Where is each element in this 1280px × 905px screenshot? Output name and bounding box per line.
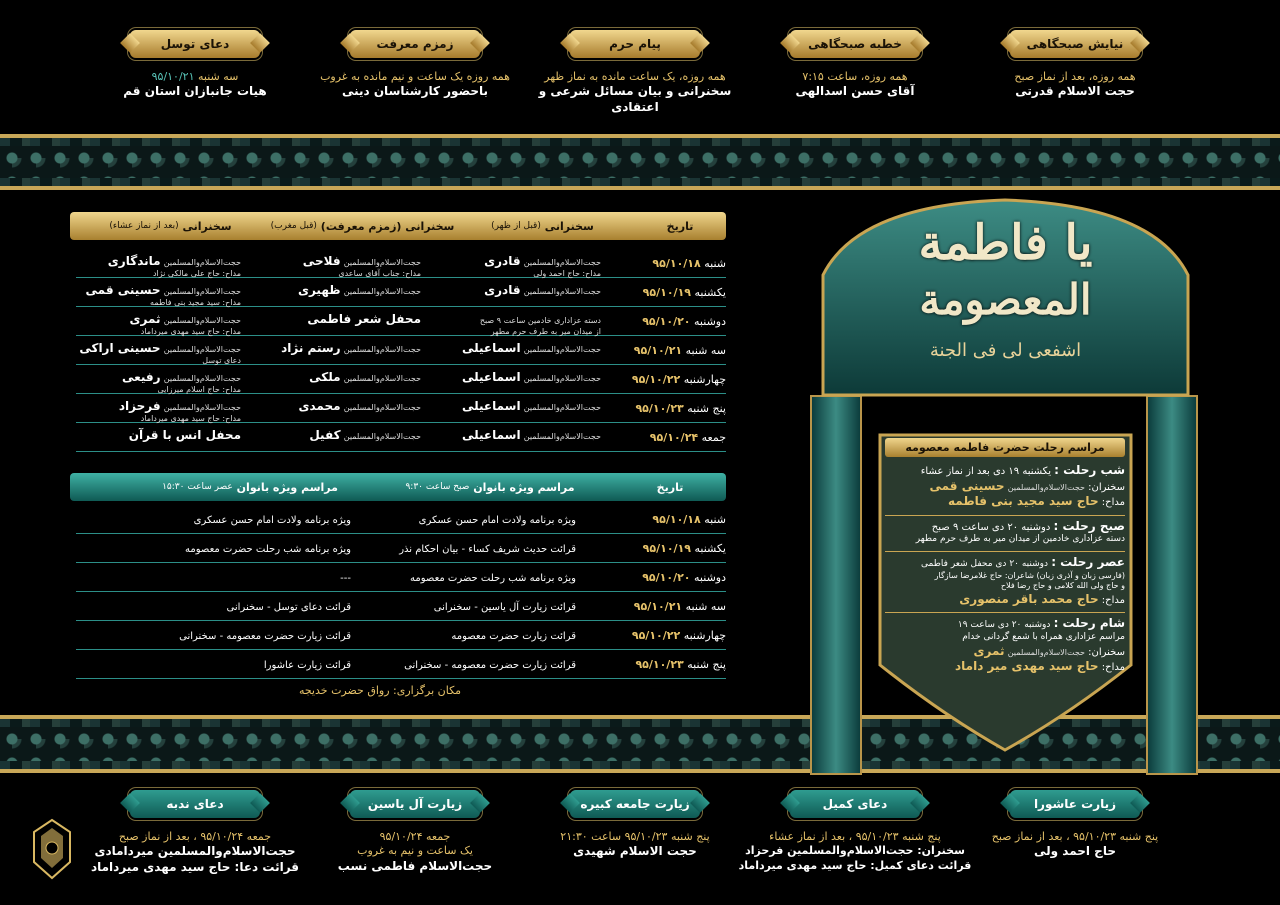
cell-text: رستم نژاد xyxy=(281,341,341,355)
s3-title: عصر رحلت : xyxy=(1051,555,1125,570)
bottom-info-3-line2: حجت الاسلام شهیدی xyxy=(573,844,697,859)
table1-row xyxy=(76,339,726,365)
table2-row xyxy=(76,624,726,650)
cell-text: کفیل xyxy=(309,428,341,442)
s4-title: شام رحلت : xyxy=(1053,616,1125,631)
bottom-tag-2: دعای کمیل xyxy=(790,790,920,818)
row-date xyxy=(606,374,726,387)
bottom-info-4 xyxy=(320,830,510,874)
cell-text: شنبه xyxy=(704,257,726,270)
top-info-2-line2: آقای حسن اسدالهی xyxy=(795,84,915,99)
top-tag-2: خطبه صبحگاهی xyxy=(790,30,920,58)
bottom-info-3 xyxy=(520,830,750,860)
row-date xyxy=(606,601,726,614)
top-info-2-line1: همه روزه، ساعت ۷:۱۵ xyxy=(802,70,908,83)
bottom-info-2-line3: قرائت دعای کمیل: حاج سید مهدی میرداماد xyxy=(738,858,972,872)
cell-text: حجت‌الاسلام‌والمسلمین xyxy=(163,258,241,267)
s1-madah-label: مداح: xyxy=(1101,497,1125,509)
s4-speaker: ثمری xyxy=(973,643,1005,658)
cell-text: اسماعیلی xyxy=(461,370,521,384)
cell-text: ثمری xyxy=(129,312,161,326)
table1-row xyxy=(76,397,726,423)
row-date xyxy=(606,403,726,416)
cell-text: ۹۵/۱۰/۱۸ xyxy=(652,257,701,270)
cell-text: پنج شنبه xyxy=(687,658,726,671)
row-col1 xyxy=(431,284,601,298)
cell-text: حجت‌الاسلام‌والمسلمین xyxy=(343,432,421,441)
cell-text: ۹۵/۱۰/۲۲ xyxy=(631,373,681,386)
s3-note2: و حاج ولی الله کلامی و حاج رضا فلاح xyxy=(1000,581,1125,591)
row-col2 xyxy=(246,429,421,443)
s4-speaker-pre: حجت‌الاسلام‌والمسلمین xyxy=(1007,647,1085,657)
table1-col1-note: (قبل از ظهر) xyxy=(491,221,541,231)
panel-section-4 xyxy=(885,612,1125,675)
table2-row xyxy=(76,508,726,534)
cell-text: حسینی قمی xyxy=(85,283,161,297)
table2-col2-time: عصر ساعت ۱۵:۳۰ xyxy=(162,482,233,492)
bottom-info-2-line1: پنج شنبه ۹۵/۱۰/۲۳ ، بعد از نماز عشاء xyxy=(769,830,941,843)
top-info-4-line1: همه روزه یک ساعت و نیم مانده به غروب xyxy=(320,70,510,83)
cell-text: حجت‌الاسلام‌والمسلمین xyxy=(343,258,421,267)
row-col1 xyxy=(431,255,601,278)
row-col3 xyxy=(76,313,241,336)
row-col2: ویژه برنامه شب رحلت حضرت معصومه xyxy=(185,544,351,555)
s3-madah-label: مداح: xyxy=(1101,594,1125,606)
cell-text: اسماعیلی xyxy=(461,428,521,442)
title-line3: اشفعی لی فی الجنة xyxy=(929,340,1082,361)
cell-text: ۹۵/۱۰/۲۰ xyxy=(642,571,691,584)
row-col1: قرائت حدیث شریف کساء - بیان احکام نذر xyxy=(399,544,576,555)
rehlat-panel xyxy=(885,438,1125,675)
cell-text: پنج شنبه xyxy=(687,402,726,415)
table1-col3-note: (بعد از نماز عشاء) xyxy=(109,221,179,231)
row-col1 xyxy=(431,400,601,414)
cell-text: ۹۵/۱۰/۲۴ xyxy=(649,431,699,444)
table2-col2-title: مراسم ویژه بانوان xyxy=(236,480,338,494)
panel-header: مراسم رحلت حضرت فاطمه معصومه xyxy=(885,438,1125,457)
row-col1 xyxy=(431,313,601,336)
row-col1: ویژه برنامه ولادت امام حسن عسکری xyxy=(418,515,576,526)
top-info-1 xyxy=(985,70,1165,100)
top-tag-4: زمزم معرفت xyxy=(350,30,480,58)
cell-text: ۹۵/۱۰/۱۹ xyxy=(642,286,691,299)
emblem-icon xyxy=(30,818,74,880)
s2-note: دسته عزاداری خادمین از میدان میر به طرف حرم مطهر xyxy=(915,534,1125,545)
table1-row xyxy=(76,368,726,394)
cell-text: ۹۵/۱۰/۱۸ xyxy=(652,513,701,526)
row-col1: ویژه برنامه شب رحلت حضرت معصومه xyxy=(410,573,576,584)
table2-header-date: تاریخ xyxy=(656,480,684,494)
row-date xyxy=(606,316,726,329)
bottom-tag-1: زیارت عاشورا xyxy=(1010,790,1140,818)
row-date xyxy=(606,258,726,271)
top-info-2 xyxy=(765,70,945,100)
cell-text: قادری xyxy=(484,254,521,268)
s1-speaker-label: سخنران: xyxy=(1088,481,1125,493)
bottom-info-2-line2: سخنران: حجت‌الاسلام‌والمسلمین فرحزاد xyxy=(745,844,965,858)
s4-time: دوشنبه ۲۰ دی ساعت ۱۹ xyxy=(957,620,1051,631)
top-info-5 xyxy=(105,70,285,100)
cell-text: دعای توسل xyxy=(202,355,241,365)
cell-text: حجت‌الاسلام‌والمسلمین xyxy=(163,374,241,383)
cell-text: سه شنبه xyxy=(685,600,726,613)
row-col2: --- xyxy=(340,573,351,584)
cell-text: محمدی xyxy=(298,399,341,413)
cell-text: یکشنبه xyxy=(694,286,726,299)
row-col2 xyxy=(246,255,421,278)
top-tag-3: پیام حرم xyxy=(570,30,700,58)
top-info-5-date: ۹۵/۱۰/۲۱ xyxy=(151,70,195,83)
bottom-info-4-line3: حجت‌الاسلام فاطمی نسب xyxy=(337,858,493,873)
table1-col2-title: سخنرانی (زمزم معرفت) xyxy=(320,219,455,233)
title-line1: یا فاطمة xyxy=(918,215,1093,271)
cell-text: ۹۵/۱۰/۲۱ xyxy=(633,344,683,357)
top-info-5-line2: هیات جانبازان استان قم xyxy=(123,84,267,99)
cell-text: جمعه xyxy=(701,431,726,444)
cell-text: حجت‌الاسلام‌والمسلمین xyxy=(343,287,421,296)
s4-note: مراسم عزاداری همراه با شمع گردانی خدام xyxy=(962,631,1125,642)
top-info-5-line1 xyxy=(105,70,285,84)
cell-text: از میدان میر به طرف حرم مطهر xyxy=(490,326,601,336)
row-col2 xyxy=(246,400,421,414)
s3-time: دوشنبه ۲۰ دی محفل شعر فاطمی xyxy=(921,559,1048,570)
table1-header-col3 xyxy=(78,214,263,238)
table1-row xyxy=(76,426,726,452)
row-col1: قرائت زیارت حضرت معصومه - سخنرانی xyxy=(404,660,576,671)
cell-text: چهارشنبه xyxy=(683,373,726,386)
row-col1 xyxy=(431,371,601,385)
table1-row xyxy=(76,310,726,336)
cell-text: مداح: حاج احمد ولی xyxy=(533,268,601,278)
cell-text: حجت‌الاسلام‌والمسلمین xyxy=(343,374,421,383)
top-info-3-line1: همه روزه، یک ساعت مانده به نماز ظهر xyxy=(544,70,726,83)
top-info-1-line1: همه روزه، بعد از نماز صبح xyxy=(1014,70,1136,83)
row-col3 xyxy=(76,400,241,423)
top-info-4-line2: باحضور کارشناسان دینی xyxy=(341,84,489,99)
bottom-info-5 xyxy=(90,830,300,875)
table2-row xyxy=(76,653,726,679)
table2-row xyxy=(76,595,726,621)
bottom-tag-3: زیارت جامعه کبیره xyxy=(570,790,700,818)
table1-header-date: تاریخ xyxy=(666,219,694,233)
cell-text: رفیعی xyxy=(121,370,161,384)
bottom-info-3-line1: پنج شنبه ۹۵/۱۰/۲۳ ساعت ۲۱:۳۰ xyxy=(560,830,710,843)
cell-text: ماندگاری xyxy=(107,254,161,268)
row-date xyxy=(606,345,726,358)
cell-text: حجت‌الاسلام‌والمسلمین xyxy=(343,345,421,354)
ornament-band-top xyxy=(0,134,1280,190)
table1-col2-note: (قبل مغرب) xyxy=(270,221,317,231)
cell-text: فلاحی xyxy=(302,254,341,268)
cell-text: ۹۵/۱۰/۲۳ xyxy=(635,402,684,415)
cell-text: حسینی اراکی xyxy=(79,341,161,355)
panel-section-1 xyxy=(885,463,1125,510)
s2-title: صبح رحلت : xyxy=(1053,518,1125,533)
bottom-info-1-line1: پنج شنبه ۹۵/۱۰/۲۳ ، بعد از نماز صبح xyxy=(991,830,1159,843)
panel-section-2 xyxy=(885,515,1125,546)
cell-text: محفل انس با قرآن xyxy=(128,428,241,442)
bottom-info-5-line3: قرائت دعا: حاج سید مهدی میرداماد xyxy=(90,859,300,874)
table1-row xyxy=(76,252,726,278)
table1-header-col1 xyxy=(455,214,630,238)
cell-text: سه شنبه xyxy=(685,344,726,357)
row-col1: قرائت زیارت آل یاسین - سخنرانی xyxy=(433,602,576,613)
cell-text: ملکی xyxy=(309,370,341,384)
row-col3 xyxy=(76,429,241,443)
bottom-info-1-line2: حاج احمد ولی xyxy=(1033,844,1116,859)
row-col1: قرائت زیارت حضرت معصومه xyxy=(451,631,576,642)
row-col3 xyxy=(76,255,241,278)
table2-col1-time: صبح ساعت ۹:۳۰ xyxy=(405,482,470,492)
row-date xyxy=(606,514,726,527)
s2-time: دوشنبه ۲۰ دی ساعت ۹ صبح xyxy=(931,521,1051,533)
row-col2 xyxy=(246,284,421,298)
top-info-3-line2: سخنرانی و بیان مسائل شرعی و اعتقادی xyxy=(538,84,732,114)
s4-speaker-label: سخنران: xyxy=(1088,646,1125,658)
cell-text: یکشنبه xyxy=(694,542,726,555)
title-line2: المعصومة xyxy=(919,275,1092,324)
cell-text: ۹۵/۱۰/۲۱ xyxy=(633,600,683,613)
venue-note: مکان برگزاری: رواق حضرت خدیجه xyxy=(298,684,462,697)
row-date xyxy=(606,659,726,672)
bottom-info-1 xyxy=(960,830,1190,860)
cell-text: مداح: حاج اسلام میرزایی xyxy=(157,384,241,394)
table1-col1-title: سخنرانی xyxy=(544,219,594,233)
row-date xyxy=(606,572,726,585)
cell-text: دوشنبه xyxy=(694,571,726,584)
cell-text: حجت‌الاسلام‌والمسلمین xyxy=(523,345,601,354)
bottom-info-5-line1: جمعه ۹۵/۱۰/۲۴ ، بعد از نماز صبح xyxy=(118,830,272,843)
cell-text: ۹۵/۱۰/۲۲ xyxy=(631,629,681,642)
cell-text: ۹۵/۱۰/۱۹ xyxy=(642,542,691,555)
row-date xyxy=(606,287,726,300)
cell-text: حجت‌الاسلام‌والمسلمین xyxy=(343,403,421,412)
s1-time: یکشنبه ۱۹ دی بعد از نماز عشاء xyxy=(920,466,1051,477)
table1-col3-title: سخنرانی xyxy=(182,219,232,233)
bottom-info-5-line2: حجت‌الاسلام‌والمسلمین میر‌دامادی xyxy=(94,844,296,859)
s1-madah: حاج سید مجید بنی فاطمه xyxy=(948,494,1099,509)
top-info-3 xyxy=(520,70,750,115)
cell-text: ۹۵/۱۰/۲۳ xyxy=(635,658,684,671)
cell-text: حجت‌الاسلام‌والمسلمین xyxy=(523,403,601,412)
cell-text: مداح: حاج علی مالکی نژاد xyxy=(152,268,241,278)
cell-text: اسماعیلی xyxy=(461,399,521,413)
row-col1 xyxy=(431,342,601,356)
row-col2: قرائت زیارت عاشورا xyxy=(263,660,351,671)
table2-header-col2 xyxy=(130,475,370,499)
table2-row xyxy=(76,537,726,563)
top-tag-1: نیایش صبحگاهی xyxy=(1010,30,1140,58)
cell-text: حجت‌الاسلام‌والمسلمین xyxy=(523,258,601,267)
table1-row xyxy=(76,281,726,307)
row-col3 xyxy=(76,342,241,365)
cell-text: حجت‌الاسلام‌والمسلمین xyxy=(163,403,241,412)
row-col3 xyxy=(76,371,241,394)
s4-madah-label: مداح: xyxy=(1101,662,1125,674)
cell-text: دسته عزاداری خادمین ساعت ۹ صبح xyxy=(479,316,601,325)
top-tag-5: دعای توسل xyxy=(130,30,260,58)
logo-emblem xyxy=(30,818,74,880)
cell-text: چهارشنبه xyxy=(683,629,726,642)
row-col2: قرائت زیارت حضرت معصومه - سخنرانی xyxy=(179,631,351,642)
row-col2 xyxy=(246,342,421,356)
cell-text: شنبه xyxy=(704,513,726,526)
cell-text: حجت‌الاسلام‌والمسلمین xyxy=(163,345,241,354)
cell-text: دوشنبه xyxy=(694,315,726,328)
cell-text: قادری xyxy=(484,283,521,297)
table2-col1-title: مراسم ویژه بانوان xyxy=(473,480,575,494)
row-col2 xyxy=(246,371,421,385)
table1-header-col2 xyxy=(270,214,455,238)
row-col2 xyxy=(246,313,421,327)
cell-text: حجت‌الاسلام‌والمسلمین xyxy=(163,287,241,296)
cell-text: ظهیری xyxy=(297,283,341,297)
row-col2: ویژه برنامه ولادت امام حسن عسکری xyxy=(193,515,351,526)
bottom-info-4-line2: یک ساعت و نیم به غروب xyxy=(357,844,473,858)
cell-text: حجت‌الاسلام‌والمسلمین xyxy=(523,374,601,383)
s1-title: شب رحلت : xyxy=(1054,463,1125,477)
cell-text: حجت‌الاسلام‌والمسلمین xyxy=(523,432,601,441)
s4-madah: حاج سید مهدی میر داماد xyxy=(955,659,1099,674)
row-col2: قرائت دعای توسل - سخنرانی xyxy=(226,602,351,613)
bottom-info-2 xyxy=(735,830,975,873)
bottom-tag-4: زیارت آل یاسین xyxy=(350,790,480,818)
cell-text: مداح: جناب آقای ساعدی xyxy=(338,268,421,278)
cell-text: اسماعیلی xyxy=(461,341,521,355)
s3-madah: حاج محمد باقر منصوری xyxy=(959,591,1099,606)
row-col3 xyxy=(76,284,241,307)
cell-text: حجت‌الاسلام‌والمسلمین xyxy=(523,287,601,296)
cell-text: مداح: حاج سید مهدی میرداماد xyxy=(140,413,241,423)
s3-note1: (فارسی زبان و آذری زبان) شاعران: حاج غلامرضا سازگار xyxy=(934,570,1125,580)
top-info-5-day: سه شنبه xyxy=(198,70,239,83)
top-info-4 xyxy=(300,70,530,100)
cell-text: محفل شعر فاطمی xyxy=(307,312,421,326)
panel-section-3 xyxy=(885,551,1125,607)
s1-speaker: حسینی قمی xyxy=(929,478,1005,493)
bottom-tag-5: دعای ندبه xyxy=(130,790,260,818)
table2-header-col1 xyxy=(380,475,600,499)
bottom-info-4-line1: جمعه ۹۵/۱۰/۲۴ xyxy=(379,830,451,843)
cell-text: حجت‌الاسلام‌والمسلمین xyxy=(163,316,241,325)
s1-speaker-pre: حجت‌الاسلام‌والمسلمین xyxy=(1007,482,1085,492)
cell-text: ۹۵/۱۰/۲۰ xyxy=(642,315,691,328)
top-info-1-line2: حجت الاسلام قدرتی xyxy=(1015,84,1135,99)
row-date xyxy=(606,432,726,445)
row-date xyxy=(606,543,726,556)
cell-text: مداح: سید مجید بنی فاطمه xyxy=(150,297,241,307)
row-date xyxy=(606,630,726,643)
table2-row xyxy=(76,566,726,592)
cell-text: مداح: حاج سید مهدی میرداماد xyxy=(140,326,241,336)
row-col1 xyxy=(431,429,601,443)
cell-text: فرحزاد xyxy=(118,399,161,413)
